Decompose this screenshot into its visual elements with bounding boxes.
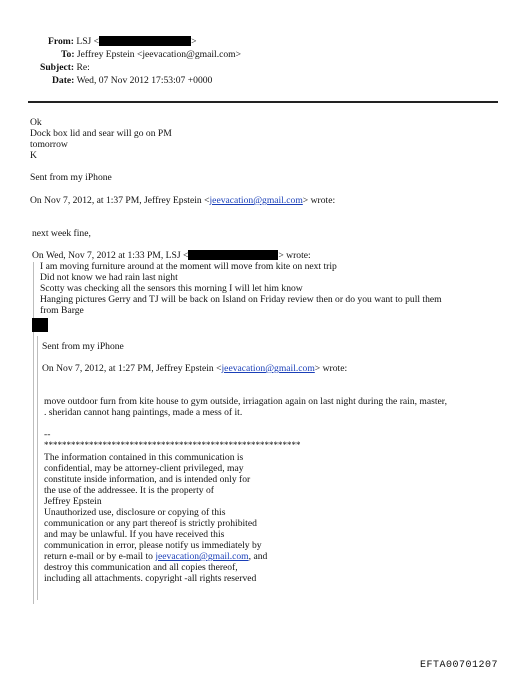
email-link[interactable]: jeevacation@gmail.com — [209, 195, 303, 206]
level3-line1: move outdoor furn from kite house to gym outside, irriagation again on last night during the rain, master, — [44, 396, 448, 407]
level2-line: Hanging pictures Gerry and TJ will be back on Island on Friday review then or do you want to pull them — [40, 294, 442, 305]
from-prefix: LSJ < — [76, 36, 100, 47]
redaction-box — [188, 250, 278, 260]
from-row — [48, 36, 197, 47]
level2-line: I am moving furniture around at the moment will move from kite on next trip — [40, 261, 337, 272]
to-label: To: — [61, 49, 75, 60]
subject-value: Re: — [76, 62, 90, 73]
level2-signature: Sent from my iPhone — [42, 341, 124, 352]
reply-line: Dock box lid and sear will go on PM — [30, 128, 172, 139]
redaction-block — [32, 318, 48, 332]
level2-line: from Barge — [40, 305, 84, 316]
level1-text: next week fine, — [32, 228, 91, 239]
subject-label: Subject: — [40, 62, 75, 73]
disclaimer-line: including all attachments. copyright -all rights reserved — [44, 573, 257, 584]
from-suffix: > — [191, 36, 197, 47]
reply-signature: Sent from my iPhone — [30, 172, 112, 183]
quote-bar-level2-inner — [37, 336, 38, 600]
date-label: Date: — [52, 75, 75, 86]
stars-divider: ********************************************************* — [44, 440, 301, 450]
disclaimer-line: Jeffrey Epstein — [44, 496, 102, 507]
date-value: Wed, 07 Nov 2012 17:53:07 +0000 — [76, 75, 213, 86]
email-link[interactable]: jeevacation@gmail.com — [221, 363, 315, 374]
disclaimer-line: communication or any part thereof is strictly prohibited — [44, 518, 257, 529]
header-divider — [28, 101, 498, 103]
date-row — [52, 75, 212, 86]
to-value: Jeffrey Epstein <jeevacation@gmail.com> — [76, 49, 242, 60]
disclaimer-line: constitute inside information, and is intended only for — [44, 474, 251, 485]
email-link[interactable]: jeevacation@gmail.com — [155, 551, 249, 562]
disclaimer-line: Unauthorized use, disclosure or copying of this — [44, 507, 226, 518]
quote-bar-level2 — [33, 262, 34, 604]
to-row — [61, 49, 241, 60]
redaction-box — [99, 36, 191, 46]
level2-intro: On Nov 7, 2012, at 1:27 PM, Jeffrey Epstein <jeevacation@gmail.com> wrote: — [42, 363, 348, 374]
disclaimer-line: the use of the addressee. It is the property of — [44, 485, 214, 496]
reply-line: K — [30, 150, 37, 161]
level1-intro: On Wed, Nov 7, 2012 at 1:33 PM, LSJ < > wrote: — [32, 250, 311, 261]
reply-line: Ok — [30, 117, 42, 128]
reply-line: tomorrow — [30, 139, 68, 150]
level2-line: Scotty was checking all the sensors this morning I will let him know — [40, 283, 303, 294]
subject-row — [40, 62, 90, 73]
disclaimer-line: and may be unlawful. If you have received this — [44, 529, 225, 540]
level3-line2: . sheridan cannot hang paintings, made a mess of it. — [44, 407, 243, 418]
signature-dashes: -- — [44, 429, 51, 440]
from-label: From: — [48, 36, 74, 47]
level2-line: Did not know we had rain last night — [40, 272, 178, 283]
disclaimer-email-line: return e-mail or by e-mail to jeevacation@gmail.com, and — [44, 551, 268, 562]
document-id: EFTA00701207 — [420, 660, 499, 671]
disclaimer-line: communication in error, please notify us immediately by — [44, 540, 262, 551]
quote-intro-1: On Nov 7, 2012, at 1:37 PM, Jeffrey Epstein <jeevacation@gmail.com> wrote: — [30, 195, 336, 206]
disclaimer-line: destroy this communication and all copies thereof, — [44, 562, 238, 573]
disclaimer-line: confidential, may be attorney-client privileged, may — [44, 463, 244, 474]
disclaimer-line: The information contained in this communication is — [44, 452, 244, 463]
